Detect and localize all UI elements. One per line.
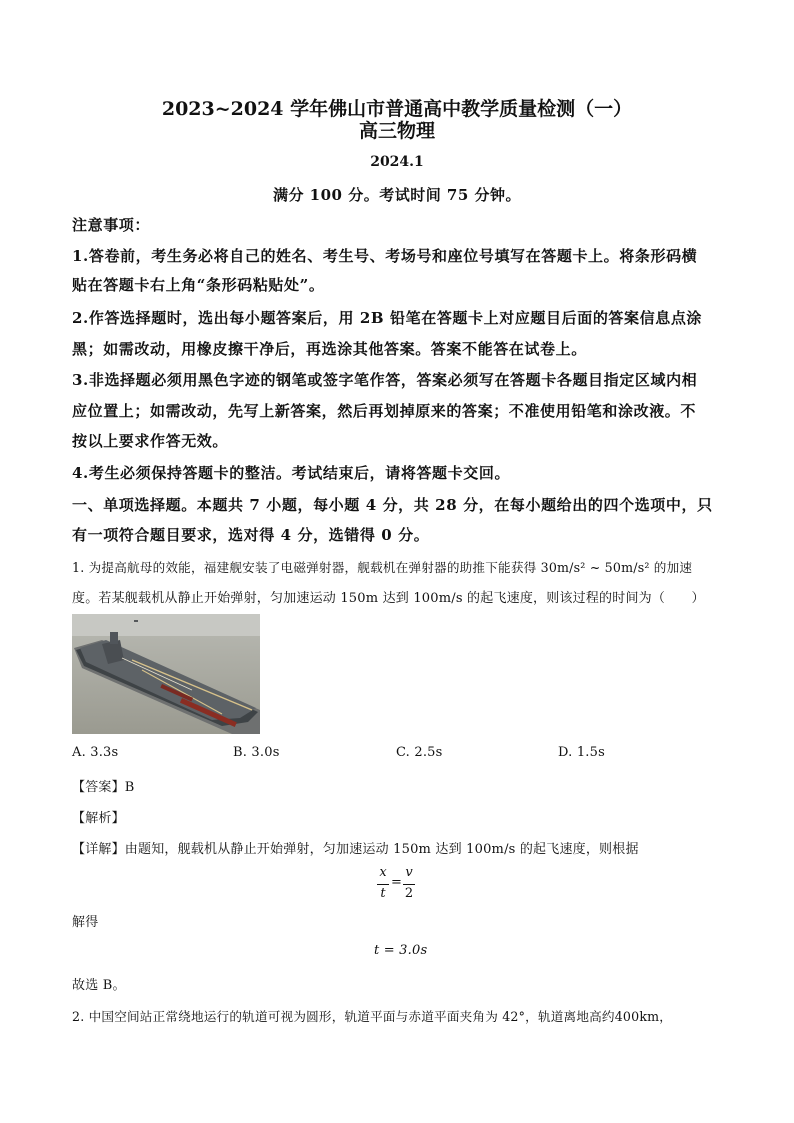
option-d: D. 1.5s (558, 745, 605, 760)
formula-equals: = (391, 875, 402, 890)
question-text: 度。若某舰载机从静止开始弹射，匀加速运动 150m 达到 100m/s 的起飞速度，则该过程的时间为（ ） (72, 591, 705, 606)
notes-line: 贴在答题卡右上角“条形码粘贴处”。 (72, 276, 325, 294)
section-heading: 一、单项选择题。本题共 7 小题，每小题 4 分，共 28 分，在每小题给出的四个选项中，只 (72, 496, 713, 514)
detail-text: 【详解】由题知，舰载机从静止开始弹射，匀加速运动 150m 达到 100m/s 的起飞速度，则根据 (72, 842, 639, 857)
notes-heading: 注意事项： (72, 216, 151, 234)
formula-t: t (380, 886, 386, 901)
conclusion-text: 故选 B。 (72, 978, 126, 993)
exam-info: 满分 100 分。考试时间 75 分钟。 (272, 186, 522, 204)
answer-label: 【答案】B (72, 780, 135, 795)
option-c: C. 2.5s (396, 745, 443, 760)
result-equation: t = 3.0s (374, 943, 428, 958)
notes-line: 黑；如需改动，用橡皮擦干净后，再选涂其他答案。答案不能答在试卷上。 (72, 340, 587, 358)
exam-title: 2023~2024 学年佛山市普通高中教学质量检测（一） (161, 98, 633, 120)
section-heading: 有一项符合题目要求，选对得 4 分，选错得 0 分。 (72, 526, 430, 544)
formula-two: 2 (404, 886, 414, 901)
notes-line: 1.答卷前，考生务必将自己的姓名、考生号、考场号和座位号填写在答题卡上。将条形码横 (72, 247, 698, 265)
exam-date: 2024.1 (370, 154, 424, 170)
question-text: 2. 中国空间站正常绕地运行的轨道可视为圆形，轨道平面与赤道平面夹角为 42°，轨道离地高约400km， (72, 1009, 673, 1024)
question-text: 1. 为提高航母的效能，福建舰安装了电磁弹射器，舰载机在弹射器的助推下能获得 30m/s² ~ 50m/s² 的加速 (72, 560, 693, 575)
option-a: A. 3.3s (72, 745, 119, 760)
subject-title: 高三物理 (358, 120, 435, 142)
aircraft-carrier-photo (72, 614, 260, 734)
formula-x: x (379, 865, 387, 880)
analysis-label: 【解析】 (72, 811, 125, 826)
formula (374, 864, 420, 904)
notes-line: 2.作答选择题时，选出每小题答案后，用 2B 铅笔在答题卡上对应题目后面的答案信息点涂 (72, 309, 703, 327)
formula-v: v (405, 865, 413, 880)
notes-line: 按以上要求作答无效。 (72, 432, 229, 450)
notes-line: 应位置上；如需改动，先写上新答案，然后再划掉原来的答案；不准使用铅笔和涂改液。不 (72, 402, 697, 420)
notes-line: 3.非选择题必须用黑色字迹的钢笔或签字笔作答，答案必须写在答题卡各题目指定区域内相 (72, 371, 698, 389)
solve-label: 解得 (72, 915, 99, 930)
option-b: B. 3.0s (233, 745, 280, 760)
notes-line: 4.考生必须保持答题卡的整洁。考试结束后，请将答题卡交回。 (72, 464, 511, 482)
